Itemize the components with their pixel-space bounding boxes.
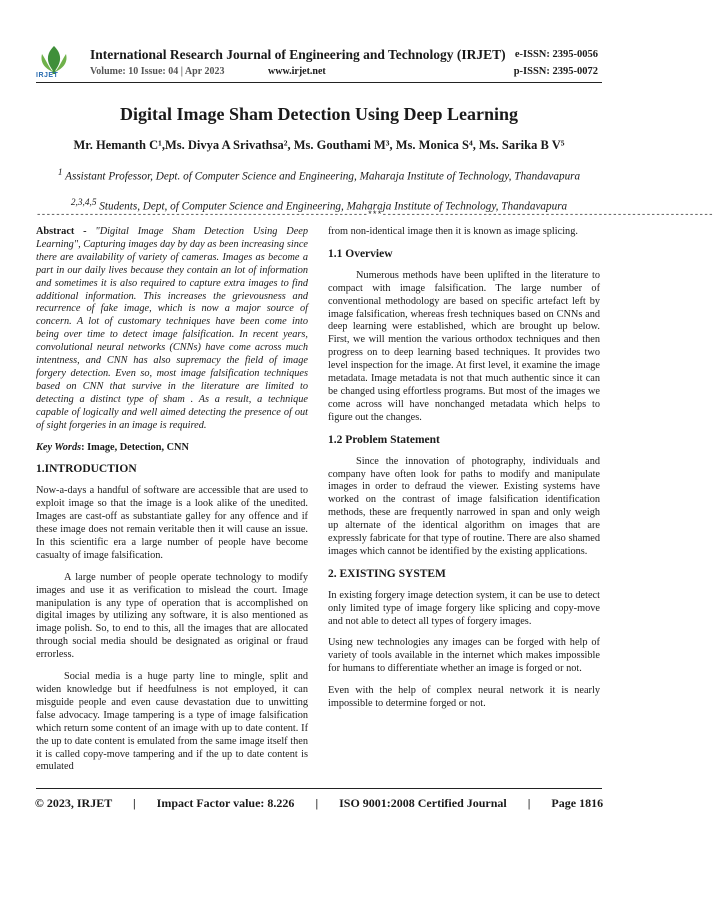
footer-sep-1: | — [133, 796, 136, 810]
page-footer — [0, 796, 638, 811]
existing-paragraph-2: Using new technologies any images can be forged with help of variety of tools available in the internet which makes impossible for humans to differentiate whether an image is forged or not. — [328, 637, 600, 675]
existing-heading: 2. EXISTING SYSTEM — [328, 567, 446, 580]
separator-line: ---------------------------------------------------------------------***--------------------------------------------------------------------- — [36, 210, 713, 220]
paper-title: Digital Image Sham Detection Using Deep Learning — [120, 104, 518, 124]
abstract — [36, 226, 308, 433]
p-issn: p-ISSN: 2395-0072 — [513, 66, 598, 77]
journal-url[interactable]: www.irjet.net — [268, 66, 326, 77]
affiliation-1 — [40, 166, 598, 184]
footer-page: Page 1816 — [551, 796, 604, 810]
journal-title: International Research Journal of Engineering and Technology (IRJET) — [90, 47, 506, 62]
overview-paragraph: Numerous methods have been uplifted in the literature to compact with image falsification. The large number of conventional methodology are based on specific artefact left by image falsification, whereas fresh techniques based on CNNs and deep learning were established, which are brought up below. First, we will mention the various orthodox techniques and then progress on to deep learning based techniques. It provides two level inspection for the image. At first level, it examine the image metadata. Image metadata is not that much authentic since it can be changed using effortless programs. But most of the images we come across will have nonchanged metadata which helps to figure out the changes. — [328, 269, 600, 423]
left-column — [36, 226, 308, 783]
overview-heading: 1.1 Overview — [328, 247, 393, 260]
affiliation-1-text: Assistant Professor, Dept. of Computer Science and Engineering, Maharaja Institute of Technology, Thandavapura — [65, 170, 581, 183]
intro-paragraph-1: Now-a-days a handful of software are accessible that are used to exploit image so that the image is a look alike of the unedited. Images are cast-off as substantiate galley for any offence and if these image does not remain veritable then it will cause an issue. In this scientific era a large number of people have become casualty of image falsification. — [36, 485, 308, 561]
logo-label: IRJET — [36, 72, 59, 79]
keywords-text: : Image, Detection, CNN — [81, 441, 189, 453]
keywords — [36, 442, 308, 455]
footer-sep-3: | — [527, 796, 531, 810]
problem-heading: 1.2 Problem Statement — [328, 433, 440, 446]
affiliation-2-sup: 2,3,4,5 — [70, 198, 97, 208]
existing-paragraph-1: In existing forgery image detection system, it can be use to detect only limited type of image forgery like splicing and copy-move and not able to detect all types of forgery images. — [328, 589, 600, 627]
intro-paragraph-3: Social media is a huge party line to mingle, split and widen knowledge but if heedfulness is not employed, it can misguide people and even cause devastation due to unwitting false advocacy. Image tampering is a type of image falsification which return some content of an image with up to date content. If the up to date content is emulated from the same image itself then it is called copy-move tampering and if the up to date content is emulated — [36, 671, 308, 773]
abstract-text: "Digital Image Sham Detection Using Deep Learning", Capturing images day by day as been increasing since there are availability of variety of cameras. Images as become a part in our daily lives because they contain an lot of information and sometimes it is also required to capture extra images to find additional information. This increases the grievousness and recurrence of fake image, which is now a major source of concern. A lot of customary techniques have been come into being over time to detect image falsification. In recent years, convolutional neural networks (CNNs) have come across much intentness, and CNN has also supremacy the field of image forgery detection. Even so, most image falsification techniques based on CNN that survive in the literature are limited to detecting a distinct type of sham . As a result, a technique capable of logically and well aimed detecting the presence of out of sight forgeries in an image is required. — [36, 226, 308, 431]
e-issn: e-ISSN: 2395-0056 — [514, 49, 598, 60]
footer-iso: ISO 9001:2008 Certified Journal — [339, 796, 507, 810]
existing-paragraph-3: Even with the help of complex neural network it is nearly impossible to determine forged or not. — [328, 685, 600, 710]
journal-volume: Volume: 10 Issue: 04 | Apr 2023 — [90, 66, 225, 77]
footer-sep-2: | — [315, 796, 319, 810]
footer-divider — [36, 788, 602, 789]
header-divider — [36, 82, 602, 83]
affiliation-1-sup: 1 — [57, 168, 63, 178]
right-column — [328, 226, 600, 720]
affiliation-2-text: Students, Dept, of Computer Science and Engineering, Maharaja Institute of Technology, Thandavapura — [99, 200, 568, 213]
intro-heading: 1.INTRODUCTION — [36, 463, 137, 476]
problem-paragraph: Since the innovation of photography, individuals and company have often look for paths to modify and manipulate images in order to defraud the viewer. Existing systems have worked on the contrast of image falsification identification methods, these are frequently narrowed in span and only weigh up alternate of the identical algorithm on images that are expressly fabricate for that type of routine. There are also shamed images which cannot be identified by the existing applications. — [328, 455, 600, 557]
journal-header — [0, 0, 638, 88]
abstract-label: Abstract - — [36, 226, 96, 237]
intro-paragraph-2: A large number of people operate technology to modify images and use it as verification to mislead the court. Image manipulation is any type of operation that is accomplished on digital images by utilizing any software, it is also mentioned as image polish. So, to end to this, all the images that are allocated through social media should be designated as original or fraud errorless. — [36, 571, 308, 661]
intro-continuation: from non-identical image then it is known as image splicing. — [328, 226, 578, 237]
footer-copyright: © 2023, IRJET — [34, 796, 113, 810]
keywords-label: Key Words — [36, 441, 82, 453]
footer-impact: Impact Factor value: 8.226 — [156, 796, 295, 810]
paper-authors: Mr. Hemanth C¹,Ms. Divya A Srivathsa², Ms. Gouthami M³, Ms. Monica S⁴, Ms. Sarika B V⁵ — [73, 138, 565, 152]
